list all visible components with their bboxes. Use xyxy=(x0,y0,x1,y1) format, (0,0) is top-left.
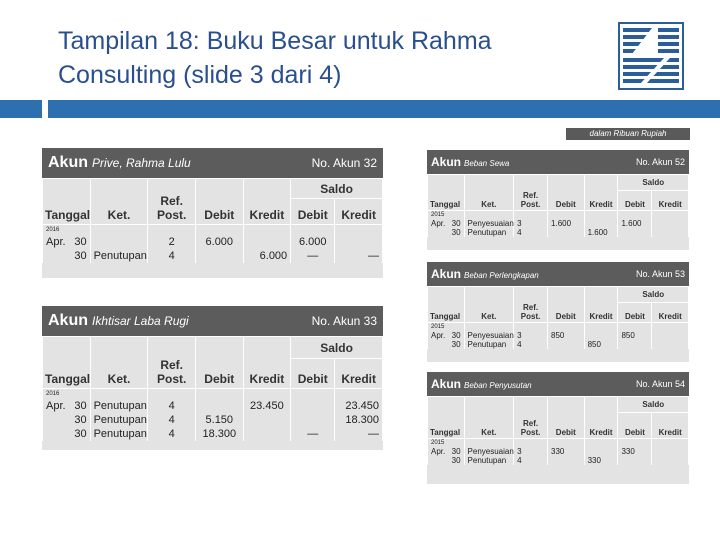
col-debit: Debit xyxy=(548,175,585,211)
col-debit: Debit xyxy=(548,287,585,323)
account-name: Beban Sewa xyxy=(464,159,510,168)
ledger-table xyxy=(427,286,689,349)
col-tanggal: Tanggal xyxy=(428,397,465,439)
col-saldo-kredit: Kredit xyxy=(652,191,689,211)
col-saldo: Saldo xyxy=(291,179,383,199)
ledger-header xyxy=(42,148,383,178)
col-saldo-kredit: Kredit xyxy=(652,303,689,323)
col-ket: Ket. xyxy=(464,175,514,211)
col-saldo-kredit: Kredit xyxy=(652,413,689,439)
slide-title xyxy=(58,24,618,92)
table-row: 30 Penutupan 4 6.000 — — xyxy=(43,249,383,263)
account-number: No. Akun 52 xyxy=(635,157,685,167)
account-number: No. Akun 53 xyxy=(635,269,685,279)
col-ket: Ket. xyxy=(90,337,148,389)
col-saldo: Saldo xyxy=(618,175,689,191)
col-kredit: Kredit xyxy=(584,175,618,211)
ledger-header xyxy=(427,372,689,396)
col-debit: Debit xyxy=(548,397,585,439)
ledger-ikhtisar xyxy=(42,306,383,450)
table-row: 30 Penutupan 4 330 xyxy=(428,456,689,465)
table-row: 30 Penutupan 4 5.150 18.300 xyxy=(43,413,383,427)
col-saldo: Saldo xyxy=(618,397,689,413)
table-row: Apr. 30 Penyesuaian 3 330 330 xyxy=(428,447,689,456)
account-number: No. Akun 54 xyxy=(635,379,685,389)
ledger-header xyxy=(427,262,689,286)
akun-label: Akun xyxy=(48,154,88,171)
col-debit: Debit xyxy=(195,337,243,389)
col-saldo-debit: Debit xyxy=(618,413,652,439)
year-label: 2016 xyxy=(43,389,91,399)
currency-note: dalam Ribuan Rupiah xyxy=(566,128,690,140)
table-row: Apr. 30 Penyesuaian 3 850 850 xyxy=(428,331,689,340)
table-row: 30 Penutupan 4 1.600 xyxy=(428,228,689,237)
col-kredit: Kredit xyxy=(584,287,618,323)
col-saldo: Saldo xyxy=(618,287,689,303)
col-saldo-debit: Debit xyxy=(291,359,335,389)
publisher-logo-icon xyxy=(618,22,684,90)
col-saldo: Saldo xyxy=(291,337,383,359)
ledger-beban-sewa xyxy=(427,150,689,250)
ledger-header xyxy=(42,306,383,336)
ledger-table xyxy=(427,396,689,465)
col-tanggal: Tanggal xyxy=(43,337,91,389)
col-ref: Ref. Post. xyxy=(148,337,196,389)
col-saldo-kredit: Kredit xyxy=(335,199,383,225)
col-kredit: Kredit xyxy=(243,337,291,389)
akun-label: Akun xyxy=(431,267,461,281)
akun-label: Akun xyxy=(431,377,461,391)
ledger-table xyxy=(42,178,383,263)
account-number: No. Akun 33 xyxy=(311,314,377,328)
ledger-table xyxy=(42,336,383,441)
table-row: 30 Penutupan 4 850 xyxy=(428,340,689,349)
col-kredit: Kredit xyxy=(243,179,291,225)
ledger-table xyxy=(427,174,689,237)
col-tanggal: Tanggal xyxy=(428,287,465,323)
col-tanggal: Tanggal xyxy=(43,179,91,225)
year-label: 2015 xyxy=(428,211,465,219)
col-debit: Debit xyxy=(195,179,243,225)
col-tanggal: Tanggal xyxy=(428,175,465,211)
ledger-prive xyxy=(42,148,383,278)
table-row: Apr. 30 Penutupan 4 23.450 23.450 xyxy=(43,399,383,413)
col-ref: Ref. Post. xyxy=(514,397,548,439)
col-saldo-debit: Debit xyxy=(291,199,335,225)
title-rule-left xyxy=(0,100,42,118)
account-number: No. Akun 32 xyxy=(311,156,377,170)
akun-label: Akun xyxy=(431,155,461,169)
ledger-beban-penyusutan xyxy=(427,372,689,484)
table-row: 30 Penutupan 4 18.300 — — xyxy=(43,427,383,441)
akun-label: Akun xyxy=(48,312,88,329)
col-saldo-debit: Debit xyxy=(618,303,652,323)
col-kredit: Kredit xyxy=(584,397,618,439)
ledger-beban-perlengkapan xyxy=(427,262,689,362)
col-ket: Ket. xyxy=(90,179,148,225)
col-ref: Ref. Post. xyxy=(514,175,548,211)
col-saldo-kredit: Kredit xyxy=(335,359,383,389)
account-name: Prive, Rahma Lulu xyxy=(92,156,191,170)
account-name: Ikhtisar Laba Rugi xyxy=(92,314,189,328)
account-name: Beban Perlengkapan xyxy=(464,271,539,280)
table-row: Apr. 30 2 6.000 6.000 xyxy=(43,235,383,249)
col-saldo-debit: Debit xyxy=(618,191,652,211)
col-ref: Ref. Post. xyxy=(148,179,196,225)
year-label: 2016 xyxy=(43,225,91,235)
account-name: Beban Penyusutan xyxy=(464,381,532,390)
year-label: 2015 xyxy=(428,323,465,331)
col-ket: Ket. xyxy=(464,287,514,323)
slide-title-line2: Consulting (slide 3 dari 4) xyxy=(58,61,342,89)
col-ket: Ket. xyxy=(464,397,514,439)
year-label: 2015 xyxy=(428,439,465,447)
title-rule-right xyxy=(48,100,720,118)
ledger-header xyxy=(427,150,689,174)
slide-title-line1: Tampilan 18: Buku Besar untuk Rahma xyxy=(58,27,492,55)
col-ref: Ref. Post. xyxy=(514,287,548,323)
table-row: Apr. 30 Penyesuaian 3 1.600 1.600 xyxy=(428,219,689,228)
